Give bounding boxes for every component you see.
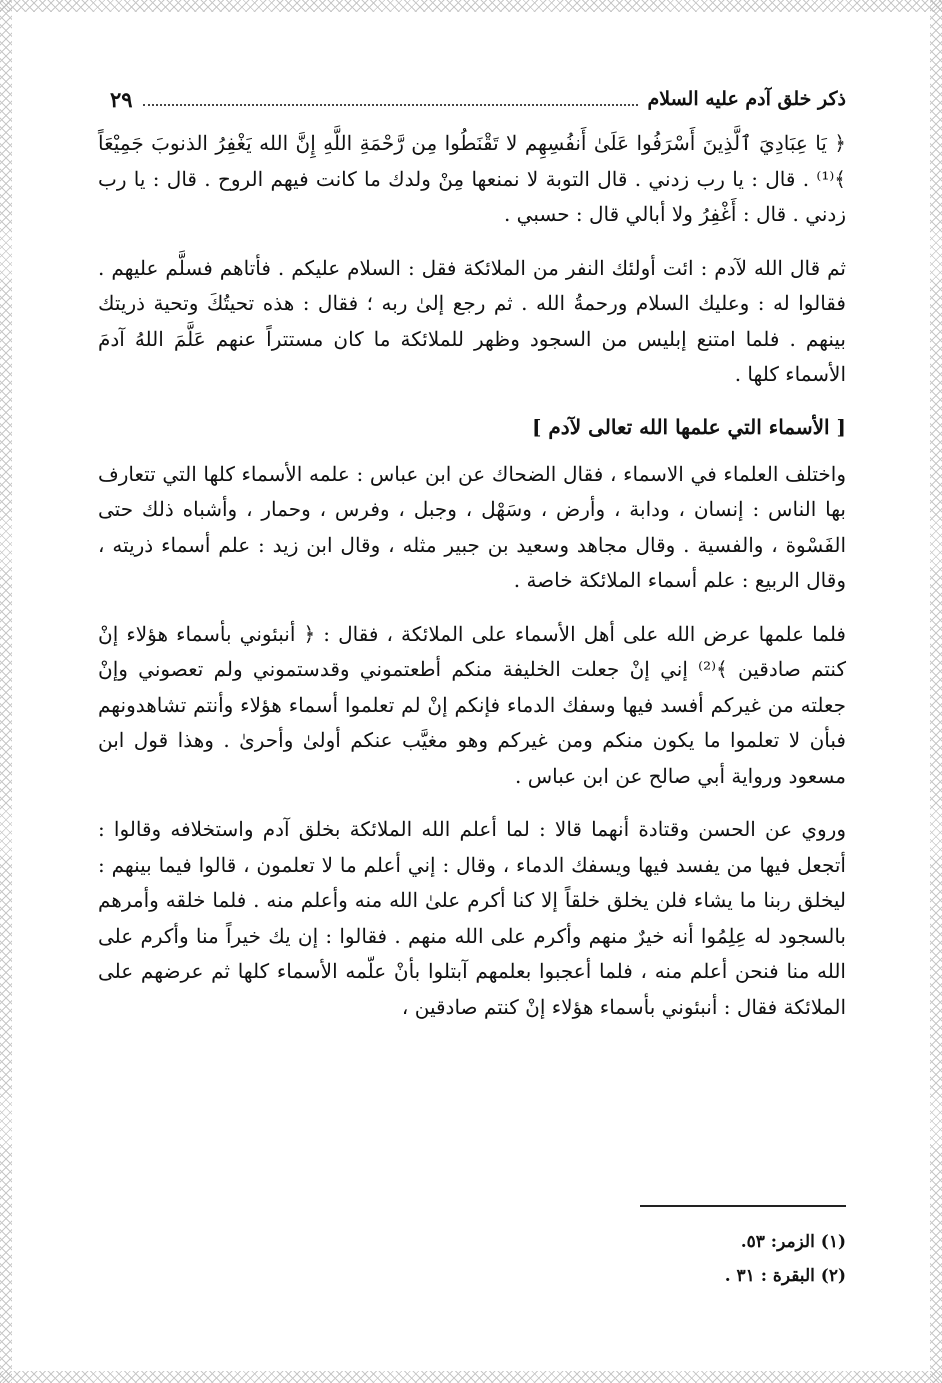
paragraph: ﴿ يَا عِبَادِيَ ٱلَّذِينَ أَسْرَفُوا عَلَىٰ أَنفُسِهِم لا تَقْنَطُوا مِن رَّحْمَةِ اللَّهِ إِنَّ الله يَغْفِرُ الذنوبَ جَمِيْعَاً ﴾⁽¹⁾ . قال : يا رب زدني . قال التوبة لا نمنعها مِنْ ولدك ما كانت فيهم الروح . قال : يا رب زدني . قال : أَغْفِرُ ولا أبالي قال : حسبي . [98, 131, 846, 226]
decorative-border-top [0, 0, 942, 12]
decorative-border-bottom [0, 1371, 942, 1383]
footnotes [600, 1225, 846, 1293]
running-title: ذكر خلق آدم عليه السلام [647, 88, 846, 110]
paragraph: ثم قال الله لآدم : ائت أولئك النفر من الملائكة فقل : السلام عليكم . فأتاهم فسلَّم عليهم . فقالوا له : وعليك السلام ورحمةُ الله . ثم رجع إلىٰ ربه ؛ فقال : هذه تحيتُكَ وتحية ذريتك بينهم . فلما امتنع إبليس من السجود وظهر للملائكة ما كان مستتراً عنهم عَلَّمَ اللهُ آدمَ الأسماء كلها . [98, 255, 846, 386]
page-body [98, 126, 846, 1043]
dotted-leader [143, 92, 638, 106]
footnote: (١) الزمر: ٥٣. [740, 1232, 846, 1252]
paragraph: فلما علمها عرض الله على أهل الأسماء على الملائكة ، فقال : ﴿ أنبئوني بأسماء هؤلاء إنْ كنتم صادقين ﴾⁽²⁾ إني إنْ جعلت الخليفة منكم أطعتموني وقدستموني ولم تعصوني وإنْ جعلته من غيركم أفسد فيها وسفك الدماء فإنكم إنْ لم تعلموا أسماء هؤلاء وأنتم تشاهدونهم فبأن لا تعلموا ما يكون منكم ومن غيركم وهو مغيَّب عنكم أولىٰ وأحرىٰ . وهذا قول ابن مسعود ورواية أبي صالح عن ابن عباس . [98, 621, 846, 788]
page-header [110, 82, 846, 116]
paragraph: وروي عن الحسن وقتادة أنهما قالا : لما أعلم الله الملائكة بخلق آدم واستخلافه وقالوا : أتجعل فيها من يفسد فيها ويسفك الدماء ، وقال : إني أعلم ما لا تعلمون ، قالوا فيما بينهم : ليخلق ربنا ما يشاء فلن يخلق خلقاً إلا كنا أكرم علىٰ الله منه وأعلم منه . فلما خلقه وأمرهم بالسجود له عِلِمُوا أنه خيرٌ منهم وأكرم على الله منهم . فقالوا : إن يك خيراً منا وأكرم على الله منا فنحن أعلم منه ، فلما أعجبوا بعلمهم آبتلوا بأنْ علّمه الأسماء كلها ثم عرضهم على الملائكة فقال : أنبئوني بأسماء هؤلاء إنْ كنتم صادقين ، [98, 817, 846, 1019]
decorative-border-left [0, 0, 12, 1383]
paragraph: واختلف العلماء في الاسماء ، فقال الضحاك عن ابن عباس : علمه الأسماء كلها التي تتعارف بها الناس : إنسان ، ودابة ، وأرض ، وسَهْل ، وجبل ، وفرس ، وحمار ، وأشباه ذلك حتى الفَسْوة ، والفسية . وقال مجاهد وسعيد بن جبير مثله ، وقال ابن زيد : علم أسماء ذريته ، وقال الربيع : علم أسماء الملائكة خاصة . [98, 461, 847, 592]
footnote-separator [640, 1205, 846, 1207]
section-heading: [ الأسماء التي علمها الله تعالى لآدم ] [532, 414, 846, 439]
page-number: ٢٩ [110, 86, 133, 112]
decorative-border-right [930, 0, 942, 1383]
footnote: (٢) البقرة : ٣١ . [724, 1266, 846, 1286]
